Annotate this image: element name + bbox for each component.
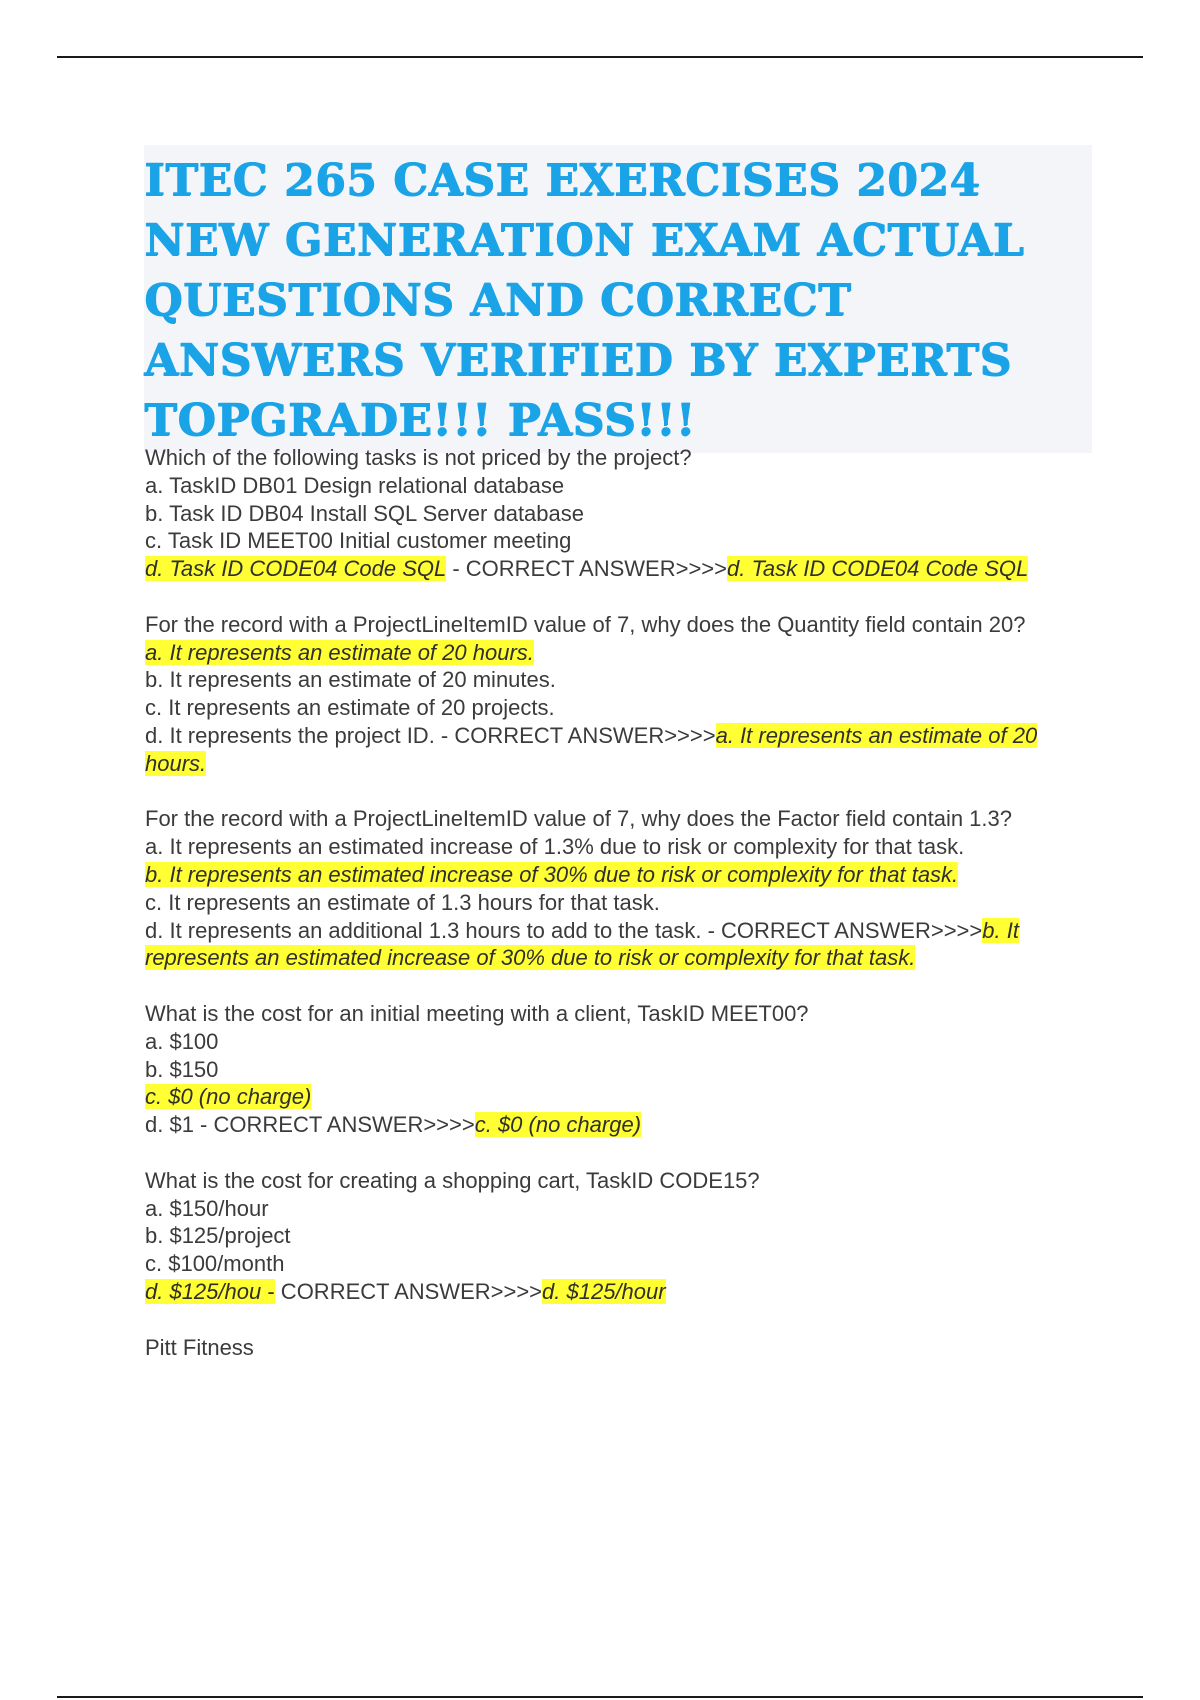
option-a-line [145,639,1095,667]
answer-line [145,722,1095,778]
option-b: b. It represents an estimate of 20 minutes. [145,667,556,693]
question-block-2 [145,611,1095,778]
option-b: b. $125/project [145,1223,291,1249]
correct-answer-marker-start: - [261,1278,275,1304]
correct-answer: d. Task ID CODE04 Code SQL [727,556,1029,582]
top-rule [57,56,1143,58]
correct-answer: b. It represents an estimated increase of 30% due to risk or complexity for that task. [145,917,1019,971]
option-b-line [145,861,1095,889]
option-a: a. TaskID DB01 Design relational database [145,472,565,498]
question-text: Which of the following tasks is not priced by the project? [145,445,692,470]
highlighted-option-d: d. $125/hou [145,1278,262,1304]
question-block-4 [145,1000,1095,1139]
document-title: ITEC 265 CASE EXERCISES 2024 NEW GENERATION EXAM ACTUAL QUESTIONS AND CORRECT ANSWERS VERIFIED BY EXPERTS TOPGRADE!!! PASS!!! [144,155,1025,446]
next-section-heading: Pitt Fitness [145,1334,254,1360]
bottom-rule [57,1696,1143,1698]
answer-line [145,1111,1095,1139]
highlighted-option-b: b. It represents an estimated increase of 30% due to risk or complexity for that task. [145,861,959,887]
correct-answer-marker: CORRECT ANSWER>>>> [274,1278,543,1304]
answer-line [145,1278,1095,1306]
correct-answer-marker: - CORRECT ANSWER>>>> [446,556,727,582]
question-block-3 [145,805,1095,972]
correct-answer: a. It represents an estimate of 20 hours. [145,722,1038,776]
option-b: b. Task ID DB04 Install SQL Server database [145,500,585,526]
highlighted-option-d: d. Task ID CODE04 Code SQL [145,556,447,582]
option-c: c. $100/month [145,1251,285,1277]
option-b: b. $150 [145,1056,219,1082]
option-c-line [145,1083,1095,1111]
question-text: For the record with a ProjectLineItemID value of 7, why does the Factor field contain 1.3? [145,806,1013,832]
question-text: What is the cost for an initial meeting with a client, TaskID MEET00? [145,1000,809,1026]
option-a: a. It represents an estimated increase of 1.3% due to risk or complexity for that task. [145,834,965,860]
correct-answer: d. $125/hour [542,1278,666,1304]
answer-line [145,917,1095,973]
question-block-5 [145,1167,1095,1306]
correct-answer-marker: - CORRECT ANSWER>>>> [701,917,983,943]
correct-answer: c. $0 (no charge) [474,1112,642,1138]
answer-line [145,555,1095,583]
question-text: For the record with a ProjectLineItemID value of 7, why does the Quantity field contain 20? [145,611,1026,637]
highlighted-option-c: c. $0 (no charge) [145,1084,312,1110]
option-a: a. $150/hour [145,1195,269,1221]
option-d: d. $1 [145,1112,194,1138]
correct-answer-marker: - CORRECT ANSWER>>>> [193,1112,475,1138]
correct-answer-marker: - CORRECT ANSWER>>>> [434,722,716,748]
option-a: a. $100 [145,1028,219,1054]
option-c: c. Task ID MEET00 Initial customer meeting [145,528,572,554]
option-d: d. It represents the project ID. [145,722,435,748]
option-c: c. It represents an estimate of 1.3 hours for that task. [145,889,660,915]
document-body [145,444,1095,1361]
option-c: c. It represents an estimate of 20 projects. [145,695,555,721]
highlighted-option-a: a. It represents an estimate of 20 hours. [145,639,534,665]
question-text: What is the cost for creating a shopping cart, TaskID CODE15? [145,1167,760,1193]
question-block-1 [145,444,1095,583]
title-block [144,145,1092,453]
option-d: d. It represents an additional 1.3 hours to add to the task. [145,917,702,943]
